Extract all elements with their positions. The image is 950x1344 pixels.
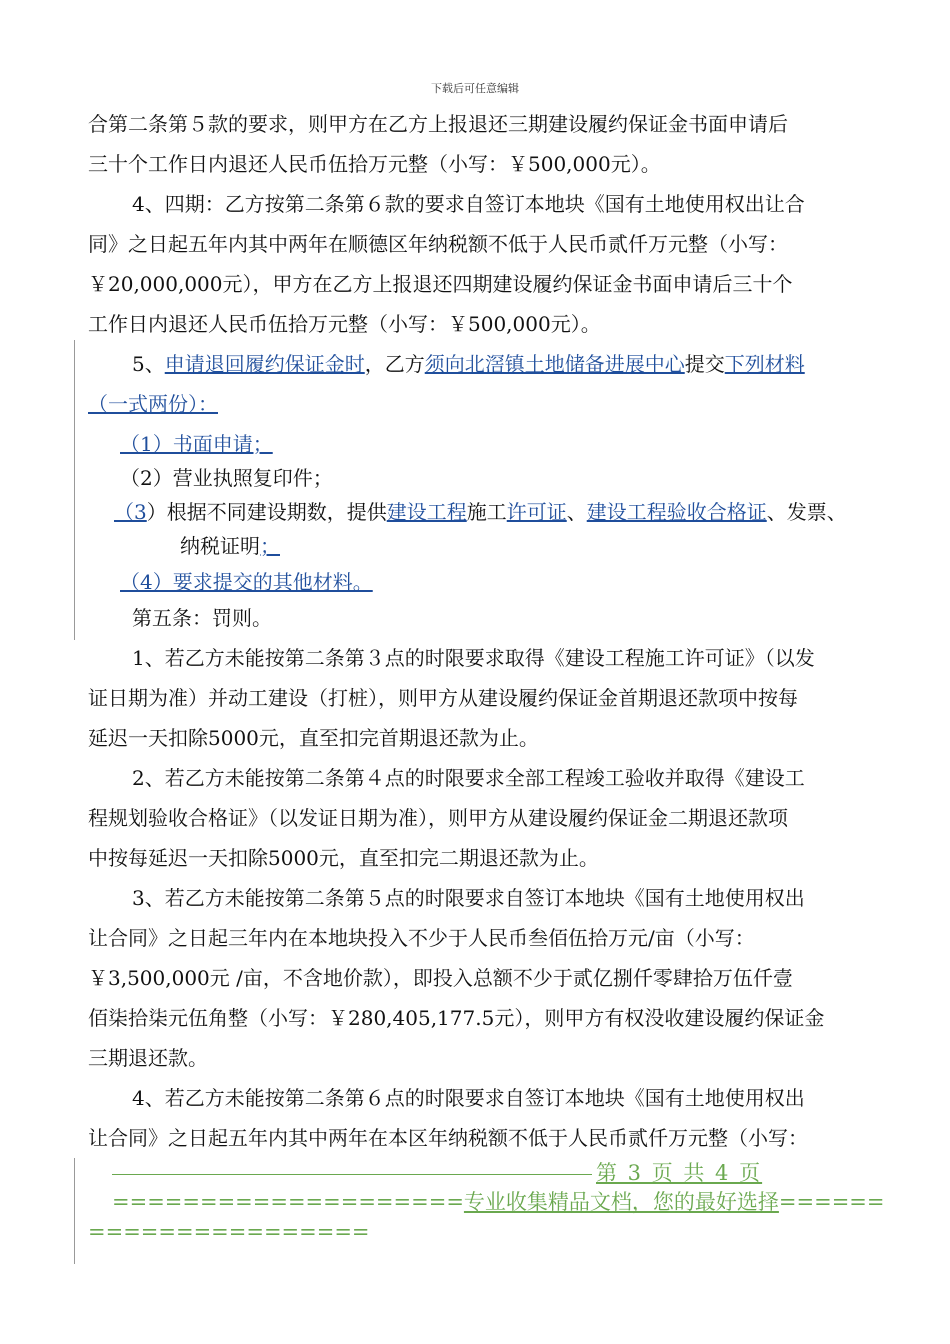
text-line: 纳税证明；: [180, 534, 280, 558]
text-line: 让合同》之日起三年内在本地块投入不少于人民币叁佰伍拾万元/亩（小写：: [88, 926, 755, 950]
revision-bar: [74, 1158, 75, 1264]
text-line: 佰柒拾柒元伍角整（小写：￥280,405,177.5元），则甲方有权没收建设履约保证金: [88, 1006, 825, 1030]
revised-text: ；: [260, 534, 280, 558]
text-line: ￥3,500,000元 /亩，不含地价款），即投入总额不少于贰亿捌仟零肆拾万伍仟壹: [88, 966, 793, 990]
text-line: 4、若乙方未能按第二条第６点的时限要求自签订本地块《国有土地使用权出: [132, 1086, 805, 1110]
revised-text: （一式两份）：: [88, 392, 218, 416]
header-note: 下载后可任意编辑: [431, 82, 519, 95]
text-line: 工作日内退还人民币伍拾万元整（小写：￥500,000元）。: [88, 312, 601, 336]
revised-text: 许可证: [506, 500, 567, 524]
text-line: ￥20,000,000元），甲方在乙方上报退还四期建设履约保证金书面申请后三十个: [88, 272, 793, 296]
text-line: 中按每延迟一天扣除5000元，直至扣完二期退还款为止。: [88, 846, 599, 870]
revised-text: （4）要求提交的其他材料。: [120, 570, 373, 594]
text-line: 同》之日起五年内其中两年在顺德区年纳税额不低于人民币贰仟万元整（小写：: [88, 232, 788, 256]
text-line: 延迟一天扣除5000元，直至扣完首期退还款为止。: [88, 726, 539, 750]
revised-text: 申请退回履约保证金时: [164, 352, 365, 376]
text-line: 5、申请退回履约保证金时，乙方须向北滘镇土地储备进展中心提交下列材料: [132, 352, 805, 376]
text-line: 合第二条第５款的要求，则甲方在乙方上报退还三期建设履约保证金书面申请后: [88, 112, 788, 136]
text-line: 三期退还款。: [88, 1046, 208, 1070]
text-line: （2）营业执照复印件；: [120, 466, 333, 490]
revised-text: 下列材料: [724, 352, 805, 376]
footer-tagline: ====================专业收集精品文档，您的最好选择======: [112, 1190, 885, 1214]
revised-text: （3: [114, 500, 147, 524]
revision-bar: [74, 340, 75, 640]
revised-text: （1）书面申请；: [120, 432, 273, 456]
text-line: 4、四期：乙方按第二条第６款的要求自签订本地块《国有土地使用权出让合: [132, 192, 805, 216]
text-line: 2、若乙方未能按第二条第４点的时限要求全部工程竣工验收并取得《建设工: [132, 766, 805, 790]
revised-text: 须向北滘镇土地储备进展中心: [424, 352, 685, 376]
text-line: 3、若乙方未能按第二条第５点的时限要求自签订本地块《国有土地使用权出: [132, 886, 805, 910]
text-line: 让合同》之日起五年内其中两年在本区年纳税额不低于人民币贰仟万元整（小写：: [88, 1126, 808, 1150]
footer-rule-line: ================: [88, 1220, 370, 1244]
text-line: 第五条：罚则。: [132, 606, 272, 630]
revised-text: 建设工程: [386, 500, 467, 524]
text-line: 程规划验收合格证》（以发证日期为准），则甲方从建设履约保证金二期退还款项: [88, 806, 788, 830]
text-line: 三十个工作日内退还人民币伍拾万元整（小写：￥500,000元）。: [88, 152, 661, 176]
page-number: 第 3 页 共 4 页: [112, 1160, 762, 1186]
text-line: 1、若乙方未能按第二条第３点的时限要求取得《建设工程施工许可证》（以发: [132, 646, 815, 670]
footer-rule: [112, 1174, 592, 1175]
text-line: 证日期为准）并动工建设（打桩），则甲方从建设履约保证金首期退还款项中按每: [88, 686, 798, 710]
revised-text: 建设工程验收合格证: [586, 500, 767, 524]
text-line: （3）根据不同建设期数，提供建设工程施工许可证、建设工程验收合格证、发票、: [114, 500, 847, 524]
